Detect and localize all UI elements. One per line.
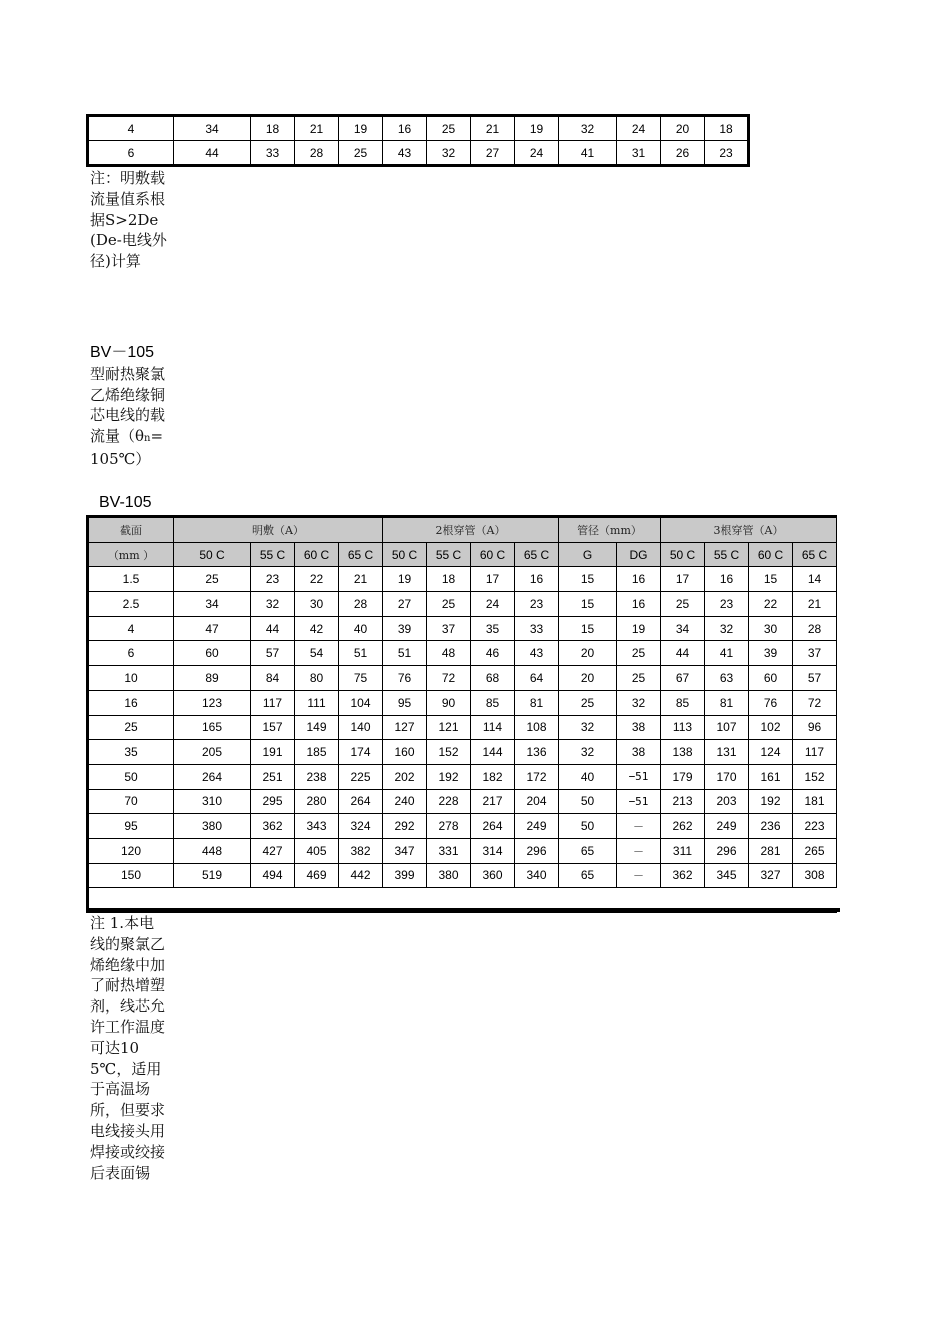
table-row [88,666,837,691]
table-cell: 1.5 [88,567,174,592]
table-cell: 25 [88,715,174,740]
table-cell: 138 [661,740,705,765]
table-cell: 50 [88,764,174,789]
table-cell: 38 [617,715,661,740]
header-column: DG [617,542,661,567]
table-cell: 16 [705,567,749,592]
table-cell: 50 [559,814,617,839]
table-cell: 32 [617,690,661,715]
header-unit: （mm ） [88,542,174,567]
table-cell: 22 [749,592,793,617]
table-cell: 264 [471,814,515,839]
table-row [88,641,837,666]
table-cell: 10 [88,666,174,691]
table-cell: 448 [174,838,251,863]
note-open-wiring-basis: 注：明敷载流量值系根据S>2De(De-电线外径)计算 [90,169,167,271]
table-cell: 22 [295,567,339,592]
table-cell: 161 [749,764,793,789]
table-cell: 113 [661,715,705,740]
top-continued-table [86,114,750,167]
table-cell: 20 [559,641,617,666]
top-table-cell: 25 [339,141,383,166]
table-cell: 48 [427,641,471,666]
table-cell: 16 [617,592,661,617]
top-table-cell: 26 [661,141,705,166]
table-cell: 202 [383,764,427,789]
table-cell: 192 [749,789,793,814]
section-title-description [90,364,168,470]
header-row-1 [88,517,837,543]
table-cell: 160 [383,740,427,765]
header-section: 截面 [88,517,174,543]
table-cell: 32 [705,616,749,641]
table-cell: 39 [383,616,427,641]
table-cell: 157 [251,715,295,740]
table-cell: 42 [295,616,339,641]
top-table-cell: 24 [515,141,559,166]
table-cell: 25 [617,666,661,691]
table-cell: 228 [427,789,471,814]
table-cell: 46 [471,641,515,666]
table-cell: 251 [251,764,295,789]
table-cell: 345 [705,863,749,888]
table-cell: 44 [661,641,705,666]
top-table-cell: 23 [705,141,749,166]
table-cell: 102 [749,715,793,740]
table-cell: 442 [339,863,383,888]
table-cell: 20 [559,666,617,691]
table-cell: 15 [559,616,617,641]
table-cell: 152 [793,764,837,789]
header-column: 55 C [427,542,471,567]
table-cell: 19 [383,567,427,592]
table-cell: 191 [251,740,295,765]
table-cell: 16 [88,690,174,715]
top-table-cell: 43 [383,141,427,166]
table-cell: 51 [339,641,383,666]
table-row [88,715,837,740]
table-cell: 121 [427,715,471,740]
top-table-cell: 18 [705,116,749,141]
table-cell: 4 [88,616,174,641]
table-cell: 54 [295,641,339,666]
table-cell: 280 [295,789,339,814]
top-table-cell: 41 [559,141,617,166]
table-row [88,690,837,715]
table-cell: 23 [251,567,295,592]
table-cell: 25 [559,690,617,715]
table-cell: 117 [793,740,837,765]
header-column: 60 C [749,542,793,567]
table-cell: 310 [174,789,251,814]
table-cell: 68 [471,666,515,691]
top-table-cell: 19 [515,116,559,141]
table-cell: 131 [705,740,749,765]
table-cell: −51 [617,789,661,814]
table-cell: 50 [559,789,617,814]
header-column: 50 C [174,542,251,567]
table-cell: 96 [793,715,837,740]
table-cell: － [617,863,661,888]
table-cell: 249 [515,814,559,839]
table-cell: 292 [383,814,427,839]
table-cell: 295 [251,789,295,814]
table-cell: 28 [339,592,383,617]
table-cell: 2.5 [88,592,174,617]
table-cell: 33 [515,616,559,641]
top-table-cell: 32 [559,116,617,141]
table-cell: 19 [617,616,661,641]
table-cell: 265 [793,838,837,863]
table-cell: 264 [339,789,383,814]
header-column: 60 C [295,542,339,567]
table-row [88,616,837,641]
table-cell: 80 [295,666,339,691]
table-cell: 40 [559,764,617,789]
table-cell: 174 [339,740,383,765]
table-cell: 17 [471,567,515,592]
table-cell: 249 [705,814,749,839]
table-cell: 43 [515,641,559,666]
section-title-block [90,342,168,470]
table-cell: 15 [559,567,617,592]
header-column: 65 C [339,542,383,567]
table-cell: 60 [174,641,251,666]
table-cell: 340 [515,863,559,888]
top-table-cell: 19 [339,116,383,141]
table-cell: 204 [515,789,559,814]
table-cell: 380 [427,863,471,888]
table-cell: 343 [295,814,339,839]
top-table-cell: 27 [471,141,515,166]
table-cell: 95 [88,814,174,839]
table-cell: 382 [339,838,383,863]
table-cell: 213 [661,789,705,814]
table-row [88,592,837,617]
table-cell: 30 [749,616,793,641]
table-cell: 44 [251,616,295,641]
top-table-cell: 21 [471,116,515,141]
table-cell: 15 [559,592,617,617]
table-cell: 296 [705,838,749,863]
table-cell: 149 [295,715,339,740]
table-cell: 203 [705,789,749,814]
table-cell: 35 [88,740,174,765]
table-cell: 70 [88,789,174,814]
table-cell: 25 [427,592,471,617]
table-cell: 362 [661,863,705,888]
table-row [88,740,837,765]
table-cell: 90 [427,690,471,715]
table-cell: 24 [471,592,515,617]
bv105-ampacity-table [86,515,837,913]
table-cell: 427 [251,838,295,863]
table-cell: −51 [617,764,661,789]
table-cell: 127 [383,715,427,740]
table-cell: 51 [383,641,427,666]
table-cell: 65 [559,838,617,863]
table-cell: 172 [515,764,559,789]
table-cell: 205 [174,740,251,765]
header-two-in-pipe: 2根穿管（A） [383,517,559,543]
table-cell: 23 [705,592,749,617]
table-bottom-rule [86,908,840,912]
header-column: 50 C [661,542,705,567]
table-cell: 84 [251,666,295,691]
header-column: G [559,542,617,567]
table-cell: 32 [559,740,617,765]
header-three-in-pipe: 3根穿管（A） [661,517,837,543]
table-cell: 85 [471,690,515,715]
table-cell: 76 [383,666,427,691]
table-cell: 331 [427,838,471,863]
table-cell: 21 [793,592,837,617]
table-cell: 314 [471,838,515,863]
table-cell: 72 [793,690,837,715]
top-table-cell: 25 [427,116,471,141]
top-table-cell: 6 [88,141,174,166]
table-cell: 519 [174,863,251,888]
table-cell: 32 [251,592,295,617]
section-title: BV－105 [90,344,155,361]
table-cell: 34 [174,592,251,617]
top-table-cell: 44 [174,141,251,166]
table-cell: 16 [515,567,559,592]
header-column: 60 C [471,542,515,567]
title-desc-part1: 型耐热聚氯乙烯绝缘铜芯电线的载流量（θ [90,365,166,445]
table-cell: 238 [295,764,339,789]
top-table-cell: 20 [661,116,705,141]
table-cell: 104 [339,690,383,715]
table-cell: 40 [339,616,383,641]
table-cell: 25 [174,567,251,592]
table-cell: 324 [339,814,383,839]
table-cell: 405 [295,838,339,863]
table-cell: 57 [793,666,837,691]
table-cell: 170 [705,764,749,789]
table-cell: 41 [705,641,749,666]
table-cell: 27 [383,592,427,617]
table-cell: 38 [617,740,661,765]
table-cell: 278 [427,814,471,839]
table-cell: 72 [427,666,471,691]
table-cell: 60 [749,666,793,691]
top-table-cell: 28 [295,141,339,166]
table-cell: 296 [515,838,559,863]
top-table-row [88,116,749,141]
table-cell: 89 [174,666,251,691]
table-cell: 57 [251,641,295,666]
top-table-cell: 32 [427,141,471,166]
table-cell: 165 [174,715,251,740]
table-cell: 34 [661,616,705,641]
top-table-cell: 31 [617,141,661,166]
table-cell: 111 [295,690,339,715]
table-cell: 181 [793,789,837,814]
table-cell: 123 [174,690,251,715]
table-cell: 65 [559,863,617,888]
table-cell: 16 [617,567,661,592]
top-table-row [88,141,749,166]
table-cell: 225 [339,764,383,789]
table-cell: 6 [88,641,174,666]
table-row [88,764,837,789]
header-column: 65 C [515,542,559,567]
table-cell: 360 [471,863,515,888]
table-cell: 236 [749,814,793,839]
table-cell: 30 [295,592,339,617]
table-cell: 120 [88,838,174,863]
table-cell: 152 [427,740,471,765]
header-column: 55 C [705,542,749,567]
table-cell: 39 [749,641,793,666]
top-table-cell: 34 [174,116,251,141]
table-cell: 347 [383,838,427,863]
table-cell: 380 [174,814,251,839]
table-cell: 264 [174,764,251,789]
table-cell: 75 [339,666,383,691]
table-cell: 311 [661,838,705,863]
table-cell: 81 [705,690,749,715]
title-desc-part2: =105℃） [90,426,164,469]
table-cell: 67 [661,666,705,691]
table-cell: 124 [749,740,793,765]
table-cell: 136 [515,740,559,765]
table-cell: 64 [515,666,559,691]
table-cell: － [617,814,661,839]
table-cell: 185 [295,740,339,765]
table-cell: 76 [749,690,793,715]
header-column: 50 C [383,542,427,567]
table-cell: 14 [793,567,837,592]
table-cell: 17 [661,567,705,592]
table-caption: BV-105 [99,494,152,511]
table-cell: 35 [471,616,515,641]
table-row [88,789,837,814]
table-cell: 140 [339,715,383,740]
top-table-cell: 18 [251,116,295,141]
top-table-cell: 21 [295,116,339,141]
table-cell: 327 [749,863,793,888]
table-cell: 262 [661,814,705,839]
table-cell: 217 [471,789,515,814]
top-table-cell: 16 [383,116,427,141]
table-cell: 85 [661,690,705,715]
top-table-cell: 33 [251,141,295,166]
table-cell: 114 [471,715,515,740]
table-cell: 21 [339,567,383,592]
header-column: 55 C [251,542,295,567]
table-cell: 81 [515,690,559,715]
table-cell: 399 [383,863,427,888]
top-table-cell: 24 [617,116,661,141]
header-pipe-diameter: 管径（mm） [559,517,661,543]
table-cell: 37 [793,641,837,666]
table-row [88,814,837,839]
table-cell: 63 [705,666,749,691]
table-cell: 15 [749,567,793,592]
table-cell: 182 [471,764,515,789]
table-cell: 25 [617,641,661,666]
top-table-cell: 4 [88,116,174,141]
table-cell: 18 [427,567,471,592]
table-cell: 223 [793,814,837,839]
table-cell: 179 [661,764,705,789]
table-cell: 281 [749,838,793,863]
table-cell: 28 [793,616,837,641]
note-heat-resistant-description: 注 1.本电线的聚氯乙烯绝缘中加了耐热增塑剂，线芯允许工作温度可达105℃，适用于高温场所，但要求电线接头用焊接或绞接后表面锡 [90,914,166,1182]
table-cell: 494 [251,863,295,888]
table-cell: 95 [383,690,427,715]
title-desc-subscript: n [144,432,151,444]
table-cell: 150 [88,863,174,888]
table-cell: 117 [251,690,295,715]
table-cell: － [617,838,661,863]
header-column: 65 C [793,542,837,567]
table-cell: 25 [661,592,705,617]
table-cell: 362 [251,814,295,839]
header-open-wiring: 明敷（A） [174,517,383,543]
table-cell: 23 [515,592,559,617]
table-cell: 240 [383,789,427,814]
table-cell: 469 [295,863,339,888]
table-cell: 32 [559,715,617,740]
table-cell: 108 [515,715,559,740]
header-row-2 [88,542,837,567]
table-cell: 107 [705,715,749,740]
table-row [88,838,837,863]
table-cell: 308 [793,863,837,888]
table-cell: 192 [427,764,471,789]
table-row [88,863,837,888]
table-cell: 47 [174,616,251,641]
table-row [88,567,837,592]
table-cell: 37 [427,616,471,641]
table-cell: 144 [471,740,515,765]
